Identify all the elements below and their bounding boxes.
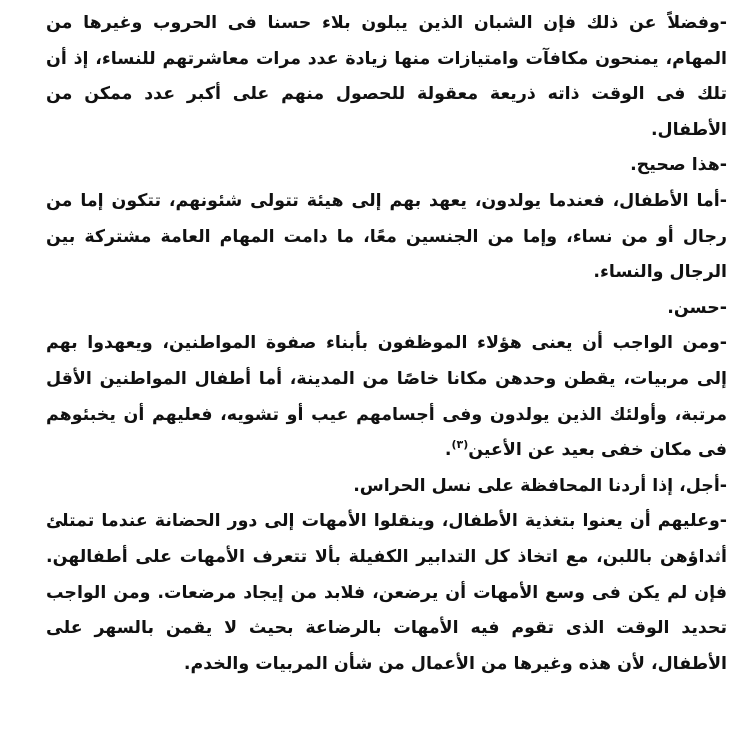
paragraph-officials-duty	[46, 326, 727, 468]
paragraph-rewards: -وفضلاً عن ذلك فإن الشبان الذين يبلون بلاء حسنا فى الحروب وغيرها من المهام، يمنحون مكافآت وامتيازات منها زيادة عدد مرات معاشرتهم للنساء، إذ أن تلك فى الوقت ذاته ذريعة معقولة للحصول منهم على أكبر عدد ممكن من الأطفال.	[46, 13, 727, 140]
footnote-marker: (٣)	[451, 438, 469, 452]
paragraph-guardians-lineage: -أجل، إذا أردنا المحافظة على نسل الحراس.	[353, 475, 727, 496]
paragraph-children-care: -أما الأطفال، فعندما يولدون، يعهد بهم إلى هيئة تتولى شئونهم، تتكون إما من رجال أو من نساء، وإما من الجنسين معًا، ما دامت المهام العامة مشتركة بين الرجال والنساء.	[46, 190, 727, 283]
paragraph-officials-duty-text: -ومن الواجب أن يعنى هؤلاء الموظفون بأبناء صفوة المواطنين، ويعهدوا بهم إلى مربيات، يقطن وحدهن مكانا خاصًا من المدينة، أما أطفال المواطنين الأقل مرتبة، وأولئك الذين يولدون وفى أجسامهم عيب أو تشويه، فعليهم أن يخبئوهم فى مكان خفى بعيد عن الأعين	[46, 333, 727, 461]
paragraph-nursing: -وعليهم أن يعنوا بتغذية الأطفال، وينقلوا الأمهات إلى دور الحضانة عندما تمتلئ أثداؤهن باللبن، مع اتخاذ كل التدابير الكفيلة بألا تتعرف الأمهات على أطفالهن. فإن لم يكن فى وسع الأمهات أن يرضعن، فلابد من إيجاد مرضعات. ومن الواجب تحديد الوقت الذى تقوم فيه الأمهات بالرضاعة بحيث لا يقمن بالسهر على الأطفال، لأن هذه وغيرها من الأعمال من شأن المربيات والخدم.	[46, 511, 727, 674]
paragraph-agreement-true: -هذا صحيح.	[630, 155, 727, 176]
paragraph-officials-duty-tail: .	[444, 440, 452, 461]
paragraph-agreement-good: -حسن.	[667, 297, 727, 318]
